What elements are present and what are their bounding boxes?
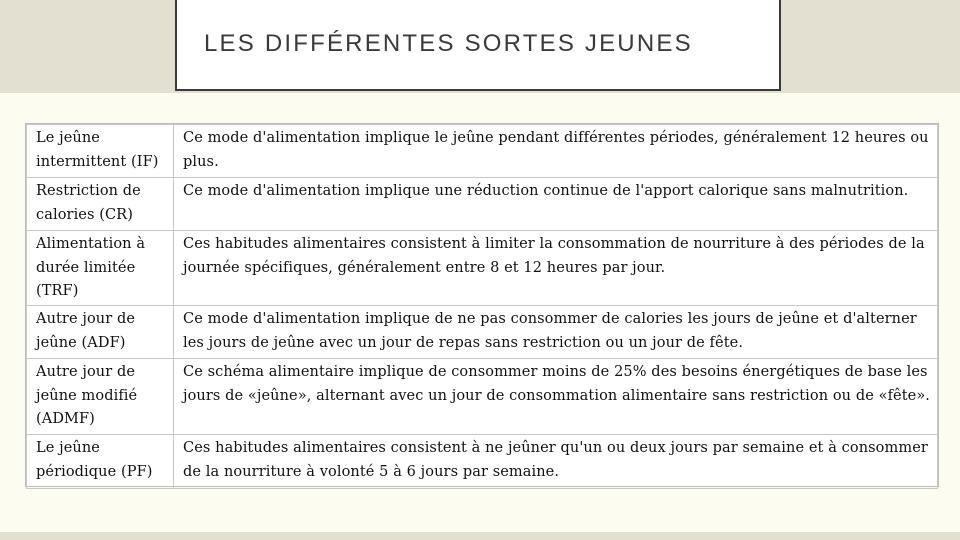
term-cell: Restriction de calories (CR) — [27, 178, 174, 231]
title-box — [175, 0, 781, 91]
definition-cell: Ce mode d'alimentation implique le jeûne pendant différentes périodes, généralement 12 heures ou plus. — [174, 125, 938, 178]
term-cell: Le jeûne périodique (PF) — [27, 435, 174, 489]
table-row — [27, 435, 938, 489]
term-cell: Alimentation à durée limitée (TRF) — [27, 231, 174, 306]
term-cell: Le jeûne intermittent (IF) — [27, 125, 174, 178]
definition-cell: Ces habitudes alimentaires consistent à limiter la consommation de nourriture à des périodes de la journée spécifiques, généralement entre 8 et 12 heures par jour. — [174, 231, 938, 306]
definition-cell: Ce mode d'alimentation implique une réduction continue de l'apport calorique sans malnutrition. — [174, 178, 938, 231]
table-row — [27, 306, 938, 359]
definition-cell: Ces habitudes alimentaires consistent à ne jeûner qu'un ou deux jours par semaine et à consommer de la nourriture à volonté 5 à 6 jours par semaine. — [174, 435, 938, 489]
slide-title: LES DIFFÉRENTES SORTES JEUNES — [204, 30, 693, 57]
term-cell: Autre jour de jeûne modifié (ADMF) — [27, 359, 174, 435]
table-row — [27, 231, 938, 306]
definitions-table — [26, 124, 938, 489]
table-row — [27, 178, 938, 231]
table-row — [27, 125, 938, 178]
definition-cell: Ce schéma alimentaire implique de consommer moins de 25% des besoins énergétiques de base les jours de «jeûne», alternant avec un jour de consommation alimentaire sans restriction ou de «fête». — [174, 359, 938, 435]
footer-band — [0, 532, 960, 540]
definition-cell: Ce mode d'alimentation implique de ne pas consommer de calories les jours de jeûne et d'alterner les jours de jeûne avec un jour de repas sans restriction ou un jour de fête. — [174, 306, 938, 359]
fasting-types-table — [25, 123, 939, 487]
term-cell: Autre jour de jeûne (ADF) — [27, 306, 174, 359]
table-row — [27, 359, 938, 435]
